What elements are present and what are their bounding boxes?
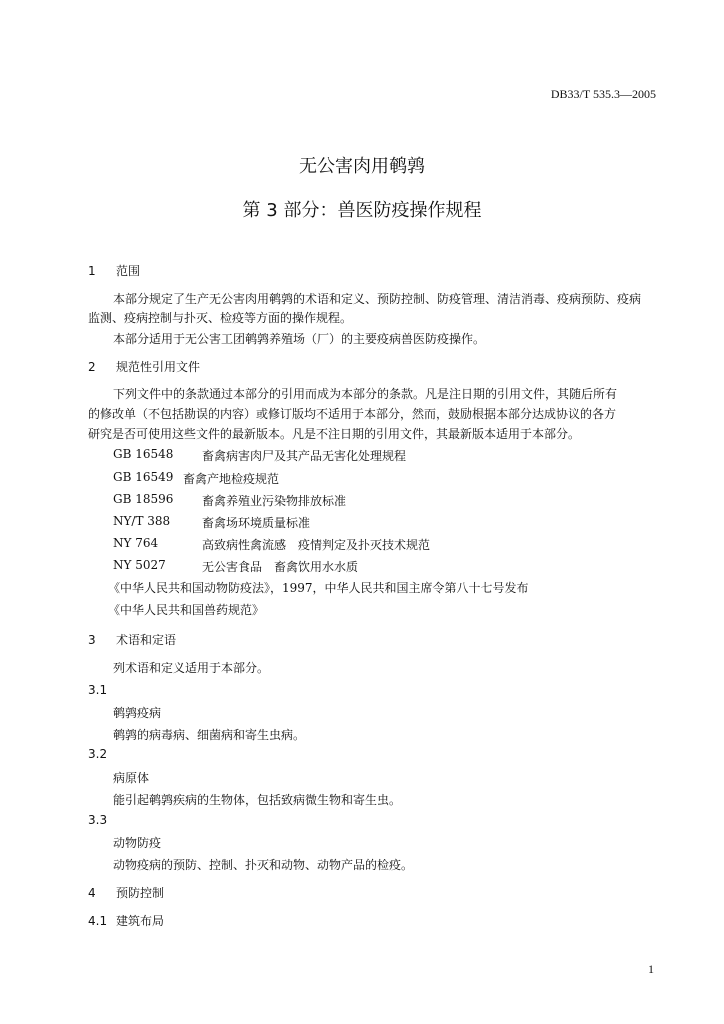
section-1-heading: [88, 262, 140, 279]
standard-number: DB33/T 535.3—2005: [550, 87, 656, 101]
document-subtitle: 第 3 部分：兽医防疫操作规程: [242, 200, 482, 221]
term-definition: 动物疫病的预防、控制、扑灭和动物、动物产品的检疫。: [113, 858, 414, 872]
term-name: 鹌鹑疫病: [113, 706, 162, 720]
reference-title: 无公害食品 畜禽饮用水水质: [202, 560, 359, 574]
section-number: 4.1: [88, 914, 108, 928]
section-3-1-number: 3.1: [88, 683, 108, 697]
reference-title: 畜禽病害肉尸及其产品无害化处理规程: [202, 449, 407, 463]
section-number: 1: [88, 264, 96, 278]
section-title: 范围: [116, 264, 141, 278]
section-title: 预防控制: [116, 886, 165, 900]
section-3-2-number: 3.2: [88, 747, 108, 761]
term-definition: 鹌鹑的病毒病、细菌病和寄生虫病。: [113, 728, 306, 742]
document-title: 无公害肉用鹌鹑: [299, 156, 425, 177]
reference-code: NY 764: [113, 536, 159, 550]
reference-item: [113, 514, 310, 531]
reference-code: NY 5027: [113, 558, 166, 572]
section-2-heading: [88, 358, 200, 375]
term-definition: 能引起鹌鹑疾病的生物体，包括致病微生物和寄生虫。: [113, 793, 402, 807]
reference-title: 高致病性禽流感 疫情判定及扑灭技术规范: [202, 538, 431, 552]
scope-paragraph-2: 本部分适用于无公害工团鹌鹑养殖场（厂）的主要疫病兽医防疫操作。: [113, 332, 486, 346]
section-number: 3: [88, 633, 96, 647]
reference-code: NY/T 388: [113, 514, 171, 528]
page-number: 1: [648, 962, 654, 976]
reference-code: GB 16548: [113, 447, 174, 461]
section-3-heading: [88, 631, 176, 648]
reference-code: GB 16549: [113, 470, 174, 484]
reference-law-2: 《中华人民共和国兽药规范》: [108, 603, 265, 617]
section-title: 建筑布局: [116, 914, 165, 928]
reference-item: [113, 470, 279, 487]
reference-item: [113, 536, 430, 553]
terms-intro: 列术语和定义适用于本部分。: [113, 661, 270, 675]
section-number: 4: [88, 886, 96, 900]
reference-item: [113, 447, 406, 464]
reference-item: [113, 558, 358, 575]
reference-item: [113, 492, 346, 509]
scope-paragraph-1-line-1: 本部分规定了生产无公害肉用鹌鹑的术语和定义、预防控制、防疫管理、清洁消毒、疫病预防、疫病: [113, 292, 642, 306]
section-4-heading: [88, 884, 164, 901]
reference-title: 畜禽产地检疫规范: [183, 472, 280, 486]
normative-intro-line-3: 研究是否可使用这些文件的最新版本。凡是不注日期的引用文件，其最新版本适用于本部分。: [88, 427, 581, 441]
term-name: 病原体: [113, 771, 150, 785]
section-4-1-heading: [88, 912, 164, 929]
section-number: 2: [88, 360, 96, 374]
section-3-3-number: 3.3: [88, 813, 108, 827]
normative-intro-line-2: 的修改单（不包括勘误的内容）或修订版均不适用于本部分，然而，鼓励根据本部分达成协议的各方: [88, 407, 617, 421]
normative-intro-line-1: 下列文件中的条款通过本部分的引用而成为本部分的条款。凡是注日期的引用文件，其随后所有: [113, 387, 618, 401]
scope-paragraph-1-line-2: 监测、疫病控制与扑灭、检疫等方面的操作规程。: [88, 311, 353, 325]
section-title: 规范性引用文件: [116, 360, 201, 374]
reference-title: 畜禽场环境质量标准: [202, 516, 311, 530]
reference-code: GB 18596: [113, 492, 174, 506]
term-name: 动物防疫: [113, 836, 162, 850]
section-title: 术语和定语: [116, 633, 177, 647]
reference-law-1: 《中华人民共和国动物防疫法》，1997，中华人民共和国主席令第八十七号发布: [108, 581, 529, 595]
reference-title: 畜禽养殖业污染物排放标准: [202, 494, 347, 508]
